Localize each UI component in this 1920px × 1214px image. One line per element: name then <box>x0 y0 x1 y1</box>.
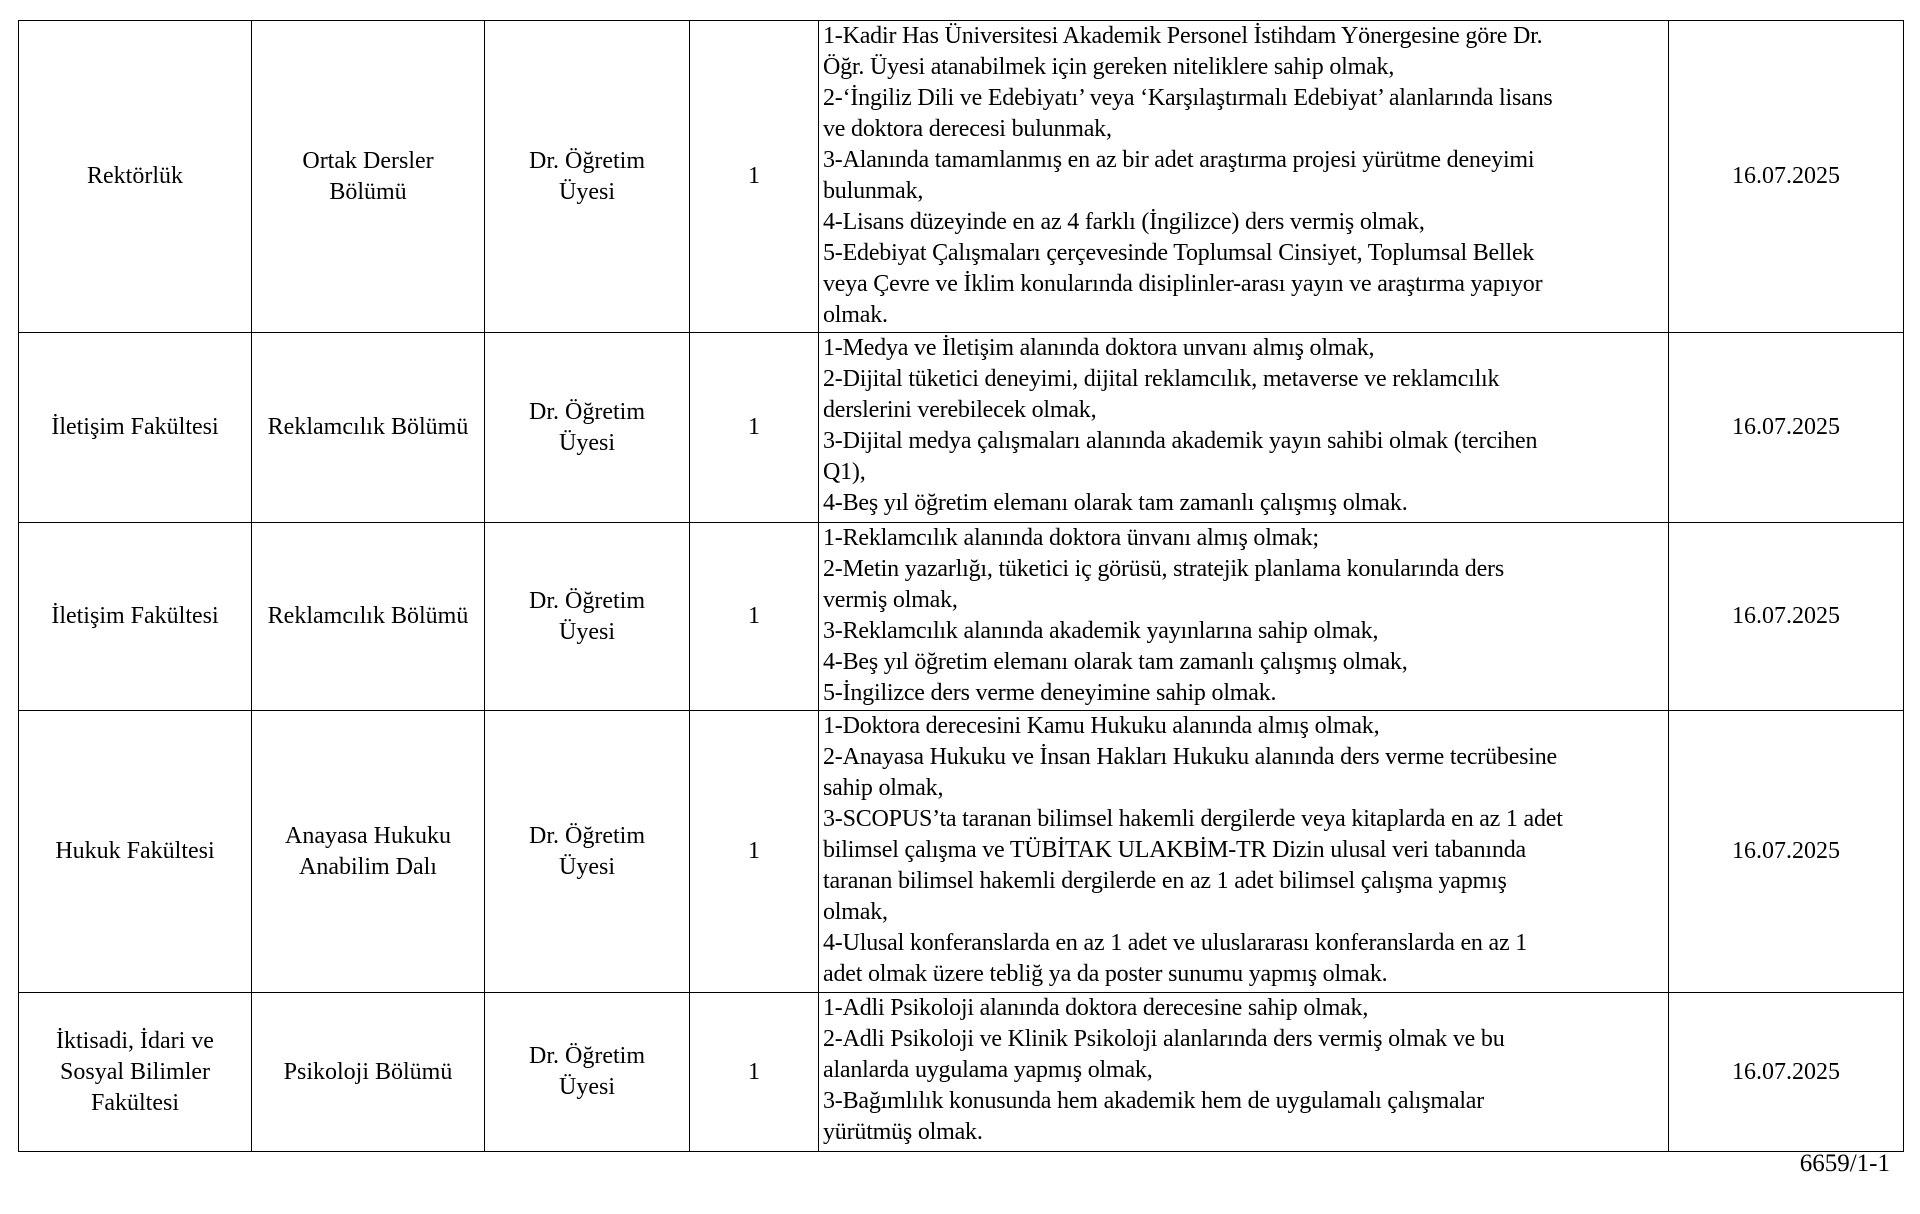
title-cell <box>485 523 690 711</box>
requirements-cell-line: 4-Ulusal konferanslarda en az 1 adet ve uluslararası konferanslarda en az 1 <box>823 930 1528 956</box>
count-cell <box>690 993 819 1152</box>
unit-cell <box>19 993 252 1152</box>
document-number: 6659/1-1 <box>1799 1150 1890 1177</box>
count-cell-line: 1 <box>748 163 760 189</box>
requirements-cell-line: 2-‘İngiliz Dili ve Edebiyatı’ veya ‘Karşılaştırmalı Edebiyat’ alanlarında lisans <box>823 85 1553 111</box>
department-cell-line: Ortak Dersler <box>302 147 434 174</box>
title-cell <box>485 993 690 1152</box>
department-cell-line: Reklamcılık Bölümü <box>267 603 469 629</box>
department-cell <box>252 523 485 711</box>
requirements-cell-line: 2-Anayasa Hukuku ve İnsan Hakları Hukuku alanında ders verme tecrübesine <box>823 744 1558 770</box>
title-cell-line: Dr. Öğretim <box>529 398 645 425</box>
requirements-cell-line: sahip olmak, <box>823 775 944 801</box>
unit-cell-line: Sosyal Bilimler <box>60 1058 210 1085</box>
requirements-cell <box>819 333 1669 523</box>
department-cell-line: Reklamcılık Bölümü <box>267 414 469 440</box>
requirements-cell-line: Q1), <box>823 459 866 485</box>
department-cell <box>252 21 485 333</box>
requirements-cell-line: vermiş olmak, <box>823 587 958 613</box>
requirements-cell-line: taranan bilimsel hakemli dergilerde en az 1 adet bilimsel çalışma yapmış <box>823 868 1507 894</box>
requirements-cell-line: 4-Beş yıl öğretim elemanı olarak tam zamanlı çalışmış olmak. <box>823 490 1408 516</box>
date-cell <box>1669 21 1904 333</box>
requirements-cell <box>819 21 1669 333</box>
title-cell <box>485 21 690 333</box>
requirements-cell-line: 2-Metin yazarlığı, tüketici iç görüsü, stratejik planlama konularında ders <box>823 556 1504 582</box>
requirements-cell-line: 3-Alanında tamamlanmış en az bir adet araştırma projesi yürütme deneyimi <box>823 147 1535 173</box>
requirements-cell-line: olmak. <box>823 302 888 328</box>
requirements-cell-line: 4-Beş yıl öğretim elemanı olarak tam zamanlı çalışmış olmak, <box>823 649 1408 675</box>
department-cell <box>252 993 485 1152</box>
title-cell <box>485 333 690 523</box>
date-cell <box>1669 993 1904 1152</box>
title-cell-line: Üyesi <box>559 618 615 645</box>
unit-cell-line: İletişim Fakültesi <box>51 414 219 440</box>
requirements-cell-line: veya Çevre ve İklim konularında disiplinler-arası yayın ve araştırma yapıyor <box>823 271 1543 297</box>
date-cell <box>1669 523 1904 711</box>
requirements-cell-line: 1-Kadir Has Üniversitesi Akademik Personel İstihdam Yönergesine göre Dr. <box>823 23 1543 49</box>
title-cell <box>485 711 690 993</box>
date-cell-line: 16.07.2025 <box>1732 603 1840 629</box>
department-cell-line: Psikoloji Bölümü <box>283 1058 453 1085</box>
title-cell-line: Dr. Öğretim <box>529 147 645 174</box>
positions-table <box>18 20 1904 1152</box>
department-cell-line: Anayasa Hukuku <box>285 822 451 849</box>
count-cell-line: 1 <box>748 414 760 440</box>
requirements-cell-line: 5-Edebiyat Çalışmaları çerçevesinde Toplumsal Cinsiyet, Toplumsal Bellek <box>823 240 1535 266</box>
requirements-cell-line: Öğr. Üyesi atanabilmek için gereken niteliklere sahip olmak, <box>823 54 1395 80</box>
requirements-cell-line: 3-Bağımlılık konusunda hem akademik hem de uygulamalı çalışmalar <box>823 1088 1485 1114</box>
unit-cell-line: Rektörlük <box>87 163 183 189</box>
title-cell-line: Üyesi <box>559 853 615 880</box>
requirements-cell-line: ve doktora derecesi bulunmak, <box>823 116 1112 142</box>
count-cell-line: 1 <box>748 838 760 864</box>
unit-cell-line: İletişim Fakültesi <box>51 603 219 629</box>
requirements-cell-line: 1-Medya ve İletişim alanında doktora unvanı almış olmak, <box>823 335 1375 361</box>
requirements-cell-line: yürütmüş olmak. <box>823 1119 983 1145</box>
title-cell-line: Üyesi <box>559 178 615 205</box>
table-row <box>19 523 1904 711</box>
date-cell-line: 16.07.2025 <box>1732 414 1840 440</box>
table-row <box>19 333 1904 523</box>
requirements-cell-line: 3-Reklamcılık alanında akademik yayınlarına sahip olmak, <box>823 618 1379 644</box>
count-cell-line: 1 <box>748 603 760 629</box>
date-cell-line: 16.07.2025 <box>1732 1058 1840 1085</box>
unit-cell <box>19 523 252 711</box>
table-row <box>19 993 1904 1152</box>
title-cell-line: Dr. Öğretim <box>529 587 645 614</box>
requirements-cell <box>819 993 1669 1152</box>
requirements-cell-line: bulunmak, <box>823 178 924 204</box>
requirements-cell-line: adet olmak üzere tebliğ ya da poster sunumu yapmış olmak. <box>823 961 1388 987</box>
table-row <box>19 711 1904 993</box>
title-cell-line: Dr. Öğretim <box>529 1043 645 1069</box>
requirements-cell-line: 1-Reklamcılık alanında doktora ünvanı almış olmak; <box>823 525 1319 551</box>
unit-cell-line: Hukuk Fakültesi <box>55 838 215 864</box>
requirements-cell-line: bilimsel çalışma ve TÜBİTAK ULAKBİM-TR Dizin ulusal veri tabanında <box>823 837 1526 863</box>
unit-cell <box>19 711 252 993</box>
date-cell <box>1669 333 1904 523</box>
count-cell <box>690 333 819 523</box>
department-cell-line: Bölümü <box>329 178 407 205</box>
date-cell-line: 16.07.2025 <box>1732 838 1840 864</box>
date-cell <box>1669 711 1904 993</box>
requirements-cell-line: 1-Adli Psikoloji alanında doktora derecesine sahip olmak, <box>823 995 1369 1021</box>
requirements-cell <box>819 523 1669 711</box>
title-cell-line: Üyesi <box>559 429 615 456</box>
requirements-cell-line: 4-Lisans düzeyinde en az 4 farklı (İngilizce) ders vermiş olmak, <box>823 209 1425 235</box>
unit-cell-line: İktisadi, İdari ve <box>56 1027 214 1054</box>
department-cell <box>252 333 485 523</box>
unit-cell <box>19 333 252 523</box>
requirements-cell-line: 3-SCOPUS’ta taranan bilimsel hakemli dergilerde veya kitaplarda en az 1 adet <box>823 806 1563 832</box>
unit-cell-line: Fakültesi <box>91 1089 179 1116</box>
count-cell-line: 1 <box>748 1058 760 1085</box>
table-row <box>19 21 1904 333</box>
title-cell-line: Dr. Öğretim <box>529 822 645 849</box>
requirements-cell-line: olmak, <box>823 899 888 925</box>
requirements-cell-line: 2-Dijital tüketici deneyimi, dijital reklamcılık, metaverse ve reklamcılık <box>823 366 1500 392</box>
requirements-cell-line: alanlarda uygulama yapmış olmak, <box>823 1057 1153 1083</box>
requirements-cell-line: 1-Doktora derecesini Kamu Hukuku alanında almış olmak, <box>823 713 1380 739</box>
requirements-cell-line: derslerini verebilecek olmak, <box>823 397 1097 423</box>
requirements-cell <box>819 711 1669 993</box>
count-cell <box>690 21 819 333</box>
department-cell-line: Anabilim Dalı <box>299 853 437 880</box>
count-cell <box>690 523 819 711</box>
date-cell-line: 16.07.2025 <box>1732 163 1840 189</box>
department-cell <box>252 711 485 993</box>
unit-cell <box>19 21 252 333</box>
title-cell-line: Üyesi <box>559 1074 615 1100</box>
requirements-cell-line: 5-İngilizce ders verme deneyimine sahip olmak. <box>823 680 1277 706</box>
count-cell <box>690 711 819 993</box>
requirements-cell-line: 3-Dijital medya çalışmaları alanında akademik yayın sahibi olmak (tercihen <box>823 428 1538 454</box>
requirements-cell-line: 2-Adli Psikoloji ve Klinik Psikoloji alanlarında ders vermiş olmak ve bu <box>823 1026 1505 1052</box>
